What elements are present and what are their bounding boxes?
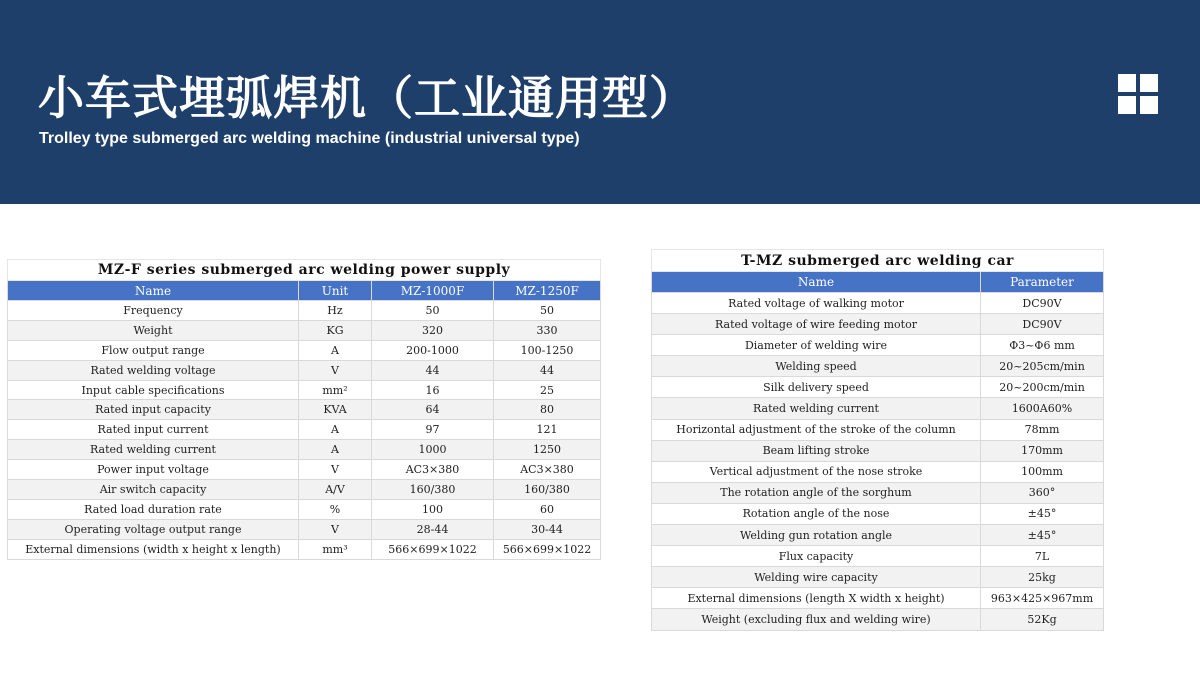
welding-car-table-cell: 78mm xyxy=(981,419,1104,440)
welding-car-table-row xyxy=(652,461,1104,482)
power-supply-table-cell: External dimensions (width x height x length) xyxy=(8,539,299,559)
power-supply-table-cell: 44 xyxy=(372,360,494,380)
power-supply-table-row xyxy=(8,400,601,420)
welding-car-table-header-cell: Name xyxy=(652,272,981,293)
power-supply-table-cell: 566×699×1022 xyxy=(372,539,494,559)
welding-car-table-cell: External dimensions (length X width x height) xyxy=(652,588,981,609)
power-supply-table-header-cell: MZ-1250F xyxy=(494,281,601,301)
welding-car-table-cell: Φ3~Φ6 mm xyxy=(981,335,1104,356)
power-supply-table-cell: 60 xyxy=(494,499,601,519)
power-supply-table-cell: Weight xyxy=(8,320,299,340)
power-supply-table-cell: 121 xyxy=(494,420,601,440)
welding-car-table-cell: Rated welding current xyxy=(652,398,981,419)
welding-car-table-row xyxy=(652,419,1104,440)
power-supply-table-cell: 25 xyxy=(494,380,601,400)
power-supply-table-cell: 320 xyxy=(372,320,494,340)
power-supply-table-cell: Frequency xyxy=(8,301,299,321)
welding-car-table-row xyxy=(652,356,1104,377)
power-supply-table-cell: Hz xyxy=(299,301,372,321)
power-supply-table-cell: Rated input capacity xyxy=(8,400,299,420)
power-supply-table-cell: Power input voltage xyxy=(8,460,299,480)
welding-car-table-row xyxy=(652,588,1104,609)
power-supply-table-cell: Operating voltage output range xyxy=(8,519,299,539)
welding-car-table-row xyxy=(652,335,1104,356)
power-supply-table-row xyxy=(8,320,601,340)
power-supply-table-row xyxy=(8,460,601,480)
welding-car-table-row xyxy=(652,398,1104,419)
power-supply-table-cell: A xyxy=(299,440,372,460)
power-supply-table-row xyxy=(8,480,601,500)
welding-car-table-cell: DC90V xyxy=(981,293,1104,314)
power-supply-table-cell: Rated welding voltage xyxy=(8,360,299,380)
page-title: 小车式埋弧焊机（工业通用型） xyxy=(38,71,696,125)
welding-car-table-cell: 20~200cm/min xyxy=(981,377,1104,398)
power-supply-table-cell: Rated load duration rate xyxy=(8,499,299,519)
power-supply-table-cell: KVA xyxy=(299,400,372,420)
welding-car-table-row xyxy=(652,314,1104,335)
power-supply-table-cell: 200-1000 xyxy=(372,340,494,360)
power-supply-table-header-cell: MZ-1000F xyxy=(372,281,494,301)
power-supply-table-cell: % xyxy=(299,499,372,519)
power-supply-table-cell: 16 xyxy=(372,380,494,400)
power-supply-table-cell: 64 xyxy=(372,400,494,420)
power-supply-table-cell: Rated welding current xyxy=(8,440,299,460)
welding-car-table-cell: Diameter of welding wire xyxy=(652,335,981,356)
power-supply-table-cell: 50 xyxy=(494,301,601,321)
welding-car-table-row xyxy=(652,293,1104,314)
welding-car-table-cell: ±45° xyxy=(981,525,1104,546)
power-supply-table-cell: 44 xyxy=(494,360,601,380)
power-supply-table-cell: AC3×380 xyxy=(372,460,494,480)
welding-car-table-cell: Weight (excluding flux and welding wire) xyxy=(652,609,981,630)
welding-car-table-cell: 20~205cm/min xyxy=(981,356,1104,377)
power-supply-table-cell: AC3×380 xyxy=(494,460,601,480)
welding-car-table-cell: Silk delivery speed xyxy=(652,377,981,398)
welding-car-table-header-cell: Parameter xyxy=(981,272,1104,293)
welding-car-table-title: T-MZ submerged arc welding car xyxy=(652,250,1104,272)
welding-car-table-cell: Welding gun rotation angle xyxy=(652,525,981,546)
welding-car-table-cell: Rated voltage of walking motor xyxy=(652,293,981,314)
power-supply-table-cell: mm³ xyxy=(299,539,372,559)
welding-car-table-cell: The rotation angle of the sorghum xyxy=(652,482,981,503)
welding-car-table-cell: ±45° xyxy=(981,503,1104,524)
power-supply-table-row xyxy=(8,340,601,360)
power-supply-table-cell: 1250 xyxy=(494,440,601,460)
power-supply-table-cell: KG xyxy=(299,320,372,340)
power-supply-table-cell: 28-44 xyxy=(372,519,494,539)
power-supply-table-cell: 30-44 xyxy=(494,519,601,539)
welding-car-table-row xyxy=(652,482,1104,503)
power-supply-table-row xyxy=(8,519,601,539)
welding-car-table-cell: 170mm xyxy=(981,440,1104,461)
power-supply-table-cell: 160/380 xyxy=(494,480,601,500)
power-supply-table-row xyxy=(8,301,601,321)
power-supply-table-cell: Air switch capacity xyxy=(8,480,299,500)
power-supply-table-cell: V xyxy=(299,360,372,380)
power-supply-table-row xyxy=(8,539,601,559)
power-supply-table-row xyxy=(8,360,601,380)
power-supply-table-cell: A xyxy=(299,340,372,360)
power-supply-table-cell: 160/380 xyxy=(372,480,494,500)
power-supply-table-row xyxy=(8,380,601,400)
power-supply-table-cell: 50 xyxy=(372,301,494,321)
power-supply-table-cell: Flow output range xyxy=(8,340,299,360)
welding-car-table-row xyxy=(652,609,1104,630)
power-supply-table-row xyxy=(8,420,601,440)
power-supply-table-cell: 100 xyxy=(372,499,494,519)
power-supply-table-cell: 80 xyxy=(494,400,601,420)
power-supply-table-cell: Rated input current xyxy=(8,420,299,440)
welding-car-table-cell: 25kg xyxy=(981,567,1104,588)
power-supply-table-cell: V xyxy=(299,460,372,480)
welding-car-table-cell: Rotation angle of the nose xyxy=(652,503,981,524)
welding-car-table-row xyxy=(652,503,1104,524)
welding-car-table-cell: 52Kg xyxy=(981,609,1104,630)
power-supply-table-cell: Input cable specifications xyxy=(8,380,299,400)
power-supply-table-cell: mm² xyxy=(299,380,372,400)
welding-car-table-row xyxy=(652,377,1104,398)
welding-car-table-row xyxy=(652,567,1104,588)
power-supply-table-header-cell: Unit xyxy=(299,281,372,301)
power-supply-table-cell: A/V xyxy=(299,480,372,500)
power-supply-table-cell: A xyxy=(299,420,372,440)
welding-car-table-cell: Horizontal adjustment of the stroke of the column xyxy=(652,419,981,440)
power-supply-table-cell: 97 xyxy=(372,420,494,440)
page-subtitle: Trolley type submerged arc welding machine (industrial universal type) xyxy=(39,130,580,147)
welding-car-table-row xyxy=(652,546,1104,567)
power-supply-table-cell: 1000 xyxy=(372,440,494,460)
power-supply-table xyxy=(7,259,601,560)
power-supply-table-title: MZ-F series submerged arc welding power supply xyxy=(8,260,601,281)
welding-car-table-cell: 7L xyxy=(981,546,1104,567)
welding-car-table-cell: 963×425×967mm xyxy=(981,588,1104,609)
power-supply-table-row xyxy=(8,440,601,460)
welding-car-table-cell: Welding wire capacity xyxy=(652,567,981,588)
welding-car-table-row xyxy=(652,440,1104,461)
welding-car-table-cell: Beam lifting stroke xyxy=(652,440,981,461)
power-supply-table-header-cell: Name xyxy=(8,281,299,301)
welding-car-table-cell: Welding speed xyxy=(652,356,981,377)
power-supply-table-cell: 566×699×1022 xyxy=(494,539,601,559)
power-supply-table-cell: 330 xyxy=(494,320,601,340)
welding-car-table-cell: 1600A60% xyxy=(981,398,1104,419)
welding-car-table-cell: Vertical adjustment of the nose stroke xyxy=(652,461,981,482)
welding-car-table-cell: 100mm xyxy=(981,461,1104,482)
grid-icon xyxy=(1118,74,1158,114)
welding-car-table-cell: 360° xyxy=(981,482,1104,503)
welding-car-table xyxy=(651,249,1104,631)
welding-car-table-row xyxy=(652,525,1104,546)
power-supply-table-row xyxy=(8,499,601,519)
header-banner xyxy=(0,0,1200,204)
welding-car-table-cell: Flux capacity xyxy=(652,546,981,567)
welding-car-table-cell: DC90V xyxy=(981,314,1104,335)
power-supply-table-cell: 100-1250 xyxy=(494,340,601,360)
power-supply-table-cell: V xyxy=(299,519,372,539)
welding-car-table-cell: Rated voltage of wire feeding motor xyxy=(652,314,981,335)
